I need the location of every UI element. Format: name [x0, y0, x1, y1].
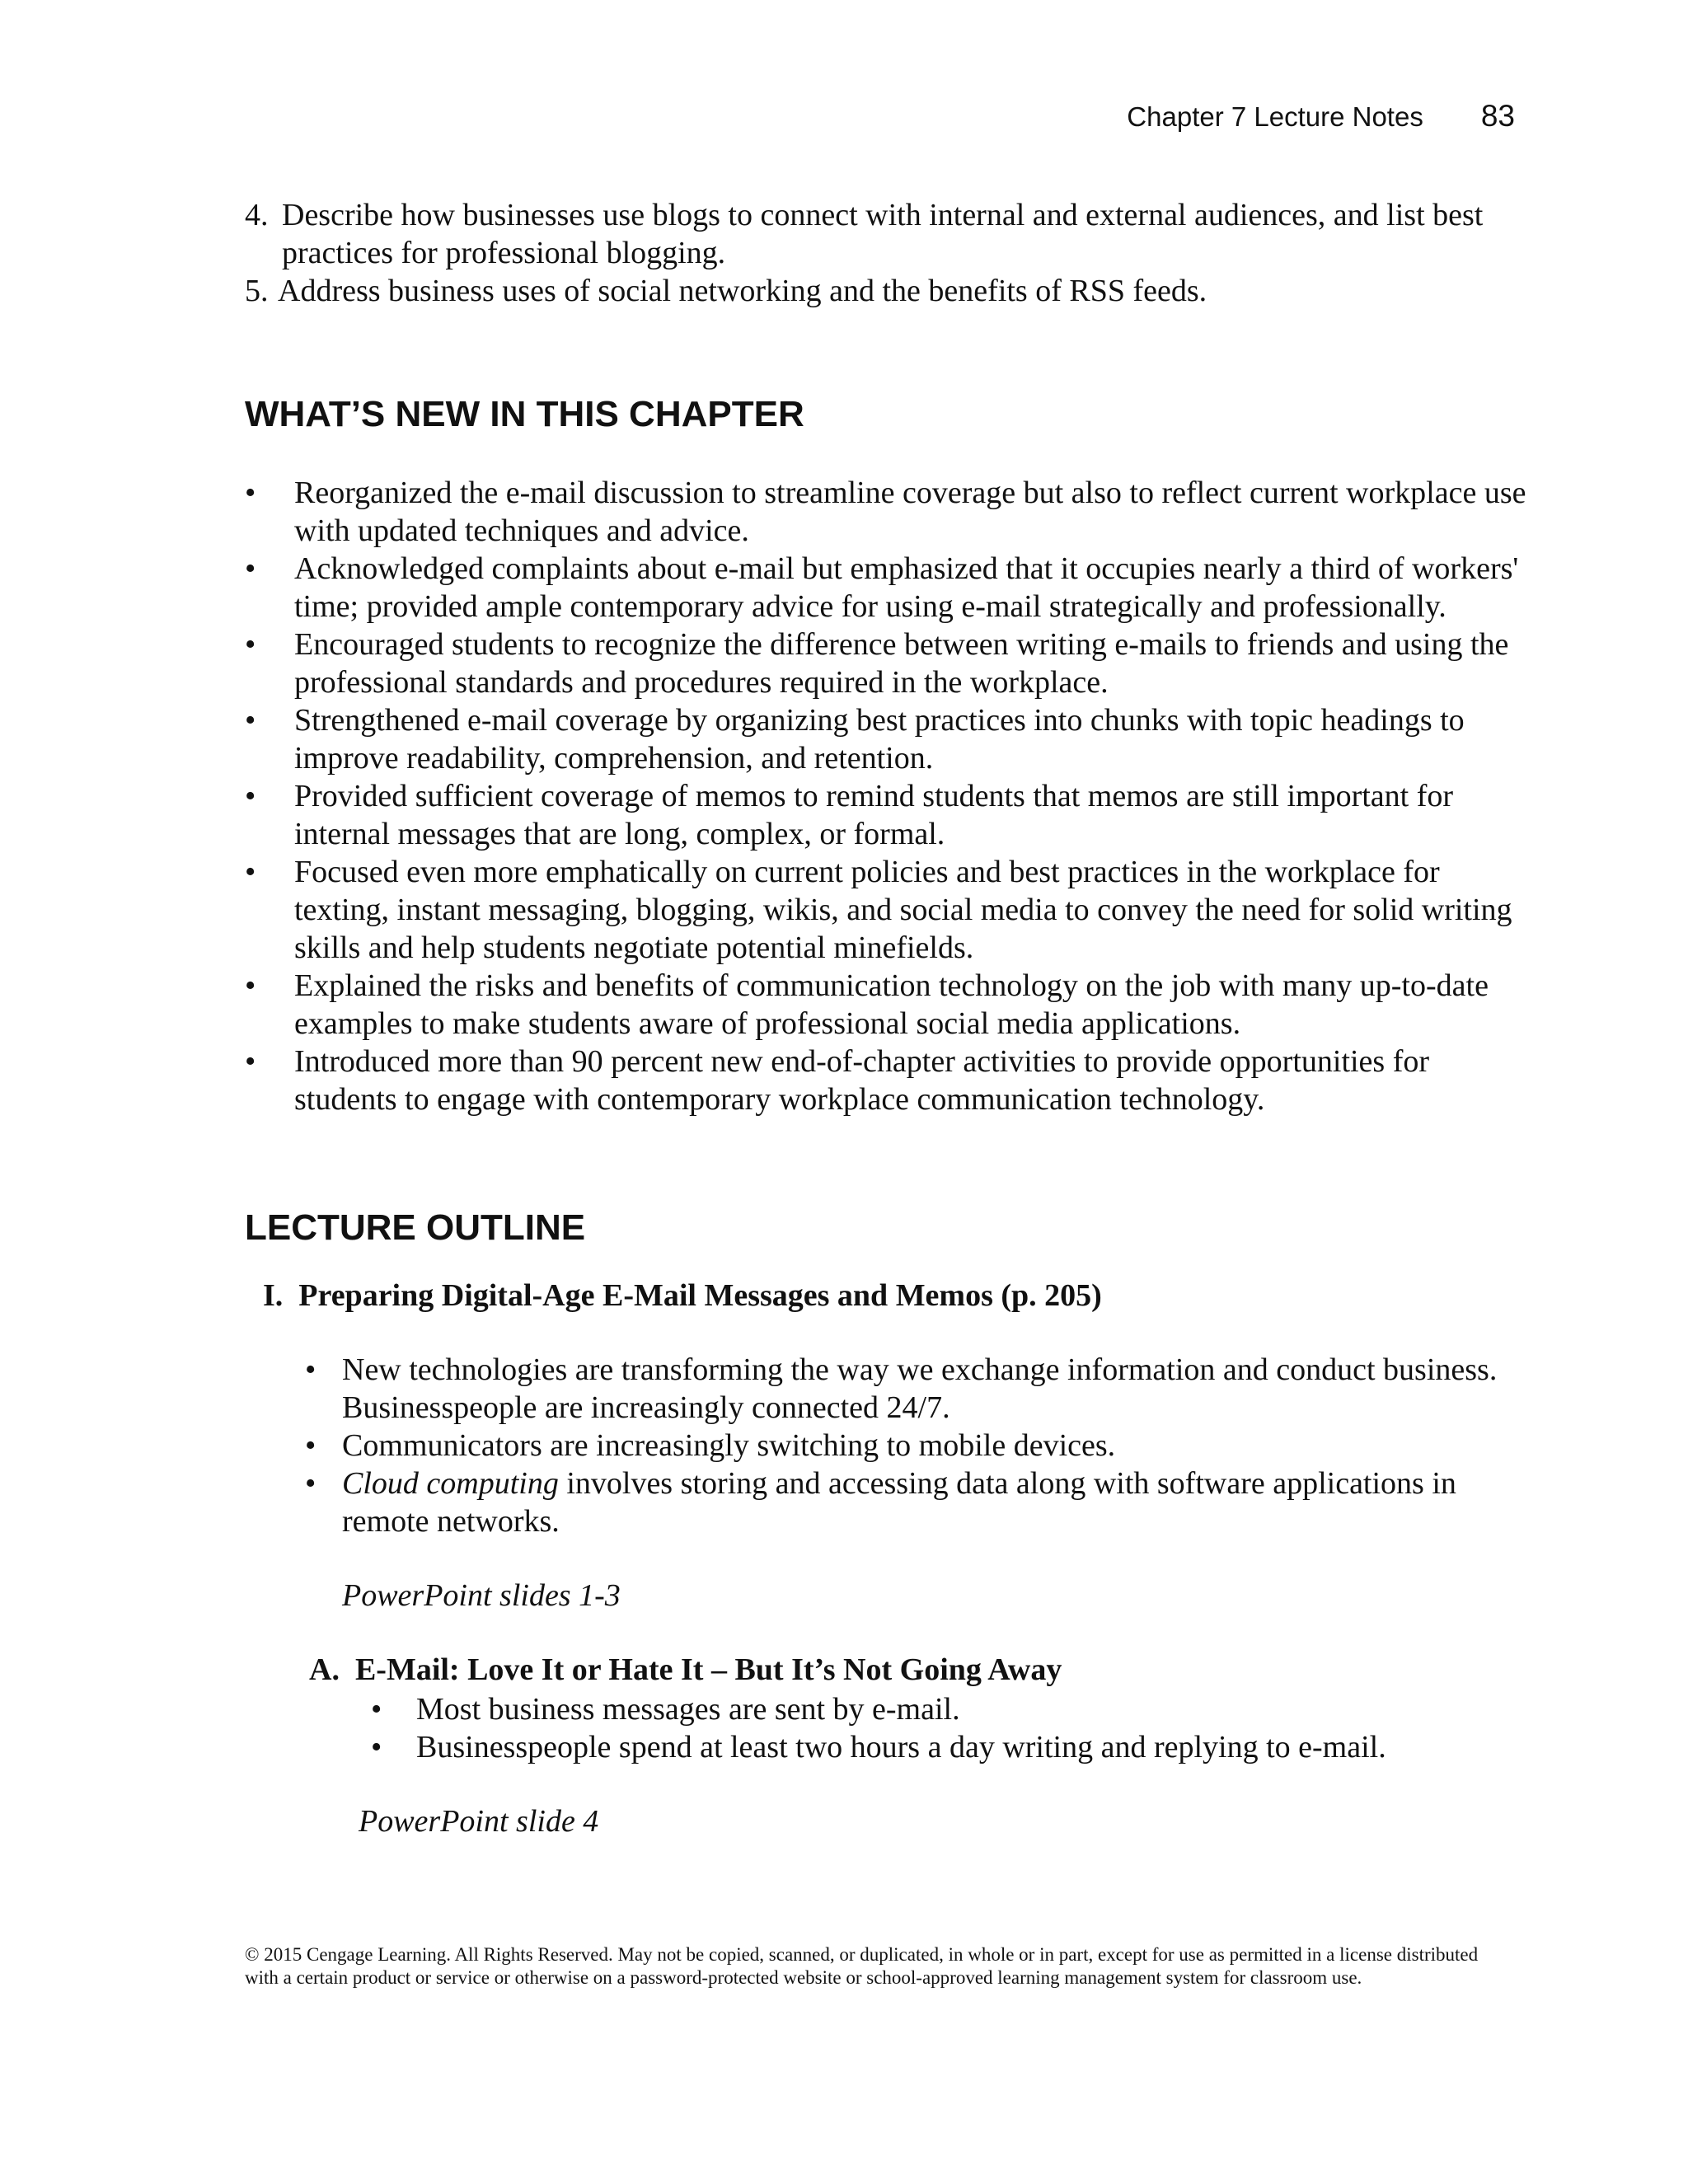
- objective-5: 5. Address business uses of social networking and the benefits of RSS feeds.: [245, 274, 1207, 308]
- list-item: • New technologies are transforming the way we exchange information and conduct business. Businesspeople are increasingly connected 24/7.: [305, 1352, 1498, 1425]
- list-item: • Reorganized the e-mail discussion to streamline coverage but also to reflect current workplace use with updated techniques and advice.: [245, 476, 1526, 548]
- section-i-slides: PowerPoint slides 1-3: [342, 1578, 621, 1613]
- page-header: [0, 99, 1515, 134]
- whats-new-heading: WHAT’S NEW IN THIS CHAPTER: [245, 394, 804, 434]
- section-a-list: [245, 1690, 1526, 1766]
- list-item: • Encouraged students to recognize the difference between writing e-mails to friends and using the professional standards and procedures required in the workplace.: [245, 627, 1509, 700]
- copyright-footer: © 2015 Cengage Learning. All Rights Reserved. May not be copied, scanned, or duplicated, in whole or in part, except for use as permitted in a license distributed with a certain product or service or otherwise on a password-protected website or school-approved learning management system for classroom use.: [245, 1944, 1479, 1988]
- list-item: • Acknowledged complaints about e-mail but emphasized that it occupies nearly a third of workers' time; provided ample contemporary advice for using e-mail strategically and professionally.: [245, 551, 1519, 624]
- section-a-slides: PowerPoint slide 4: [359, 1804, 599, 1839]
- list-item: • Communicators are increasingly switching to mobile devices.: [305, 1428, 1116, 1463]
- whats-new-list: [245, 474, 1526, 1118]
- list-item: • Introduced more than 90 percent new end-of-chapter activities to provide opportunities for students to engage with contemporary workplace communication technology.: [245, 1044, 1430, 1117]
- list-item: • Most business messages are sent by e-mail.: [371, 1692, 960, 1727]
- list-item: • Provided sufficient coverage of memos to remind students that memos are still important for internal messages that are long, complex, or formal.: [245, 779, 1454, 851]
- list-item: • Businesspeople spend at least two hours a day writing and replying to e-mail.: [371, 1730, 1386, 1765]
- chapter-label: Chapter 7 Lecture Notes: [1127, 101, 1423, 132]
- lecture-outline-heading: LECTURE OUTLINE: [245, 1207, 586, 1248]
- section-a-title: A. E-Mail: Love It or Hate It – But It’s Not Going Away: [309, 1652, 1062, 1687]
- page-number: 83: [1480, 99, 1515, 133]
- section-i-title: I. Preparing Digital-Age E-Mail Messages and Memos (p. 205): [263, 1278, 1102, 1313]
- objective-4: 4. Describe how businesses use blogs to connect with internal and external audiences, and list best practices for professional blogging.: [245, 198, 1484, 270]
- list-item: • Focused even more emphatically on current policies and best practices in the workplace for texting, instant messaging, blogging, wikis, and social media to convey the need for solid writing skills and help students negotiate potential minefields.: [245, 855, 1512, 965]
- list-item: • Explained the risks and benefits of communication technology on the job with many up-to-date examples to make students aware of professional social media applications.: [245, 968, 1489, 1041]
- list-item: • Cloud computing involves storing and accessing data along with software applications in remote networks.: [305, 1466, 1456, 1539]
- objectives-list: [245, 196, 1526, 310]
- page-content: [245, 196, 1526, 1840]
- list-item: • Strengthened e-mail coverage by organizing best practices into chunks with topic headings to improve readability, comprehension, and retention.: [245, 703, 1465, 776]
- section-i-list: [245, 1351, 1526, 1540]
